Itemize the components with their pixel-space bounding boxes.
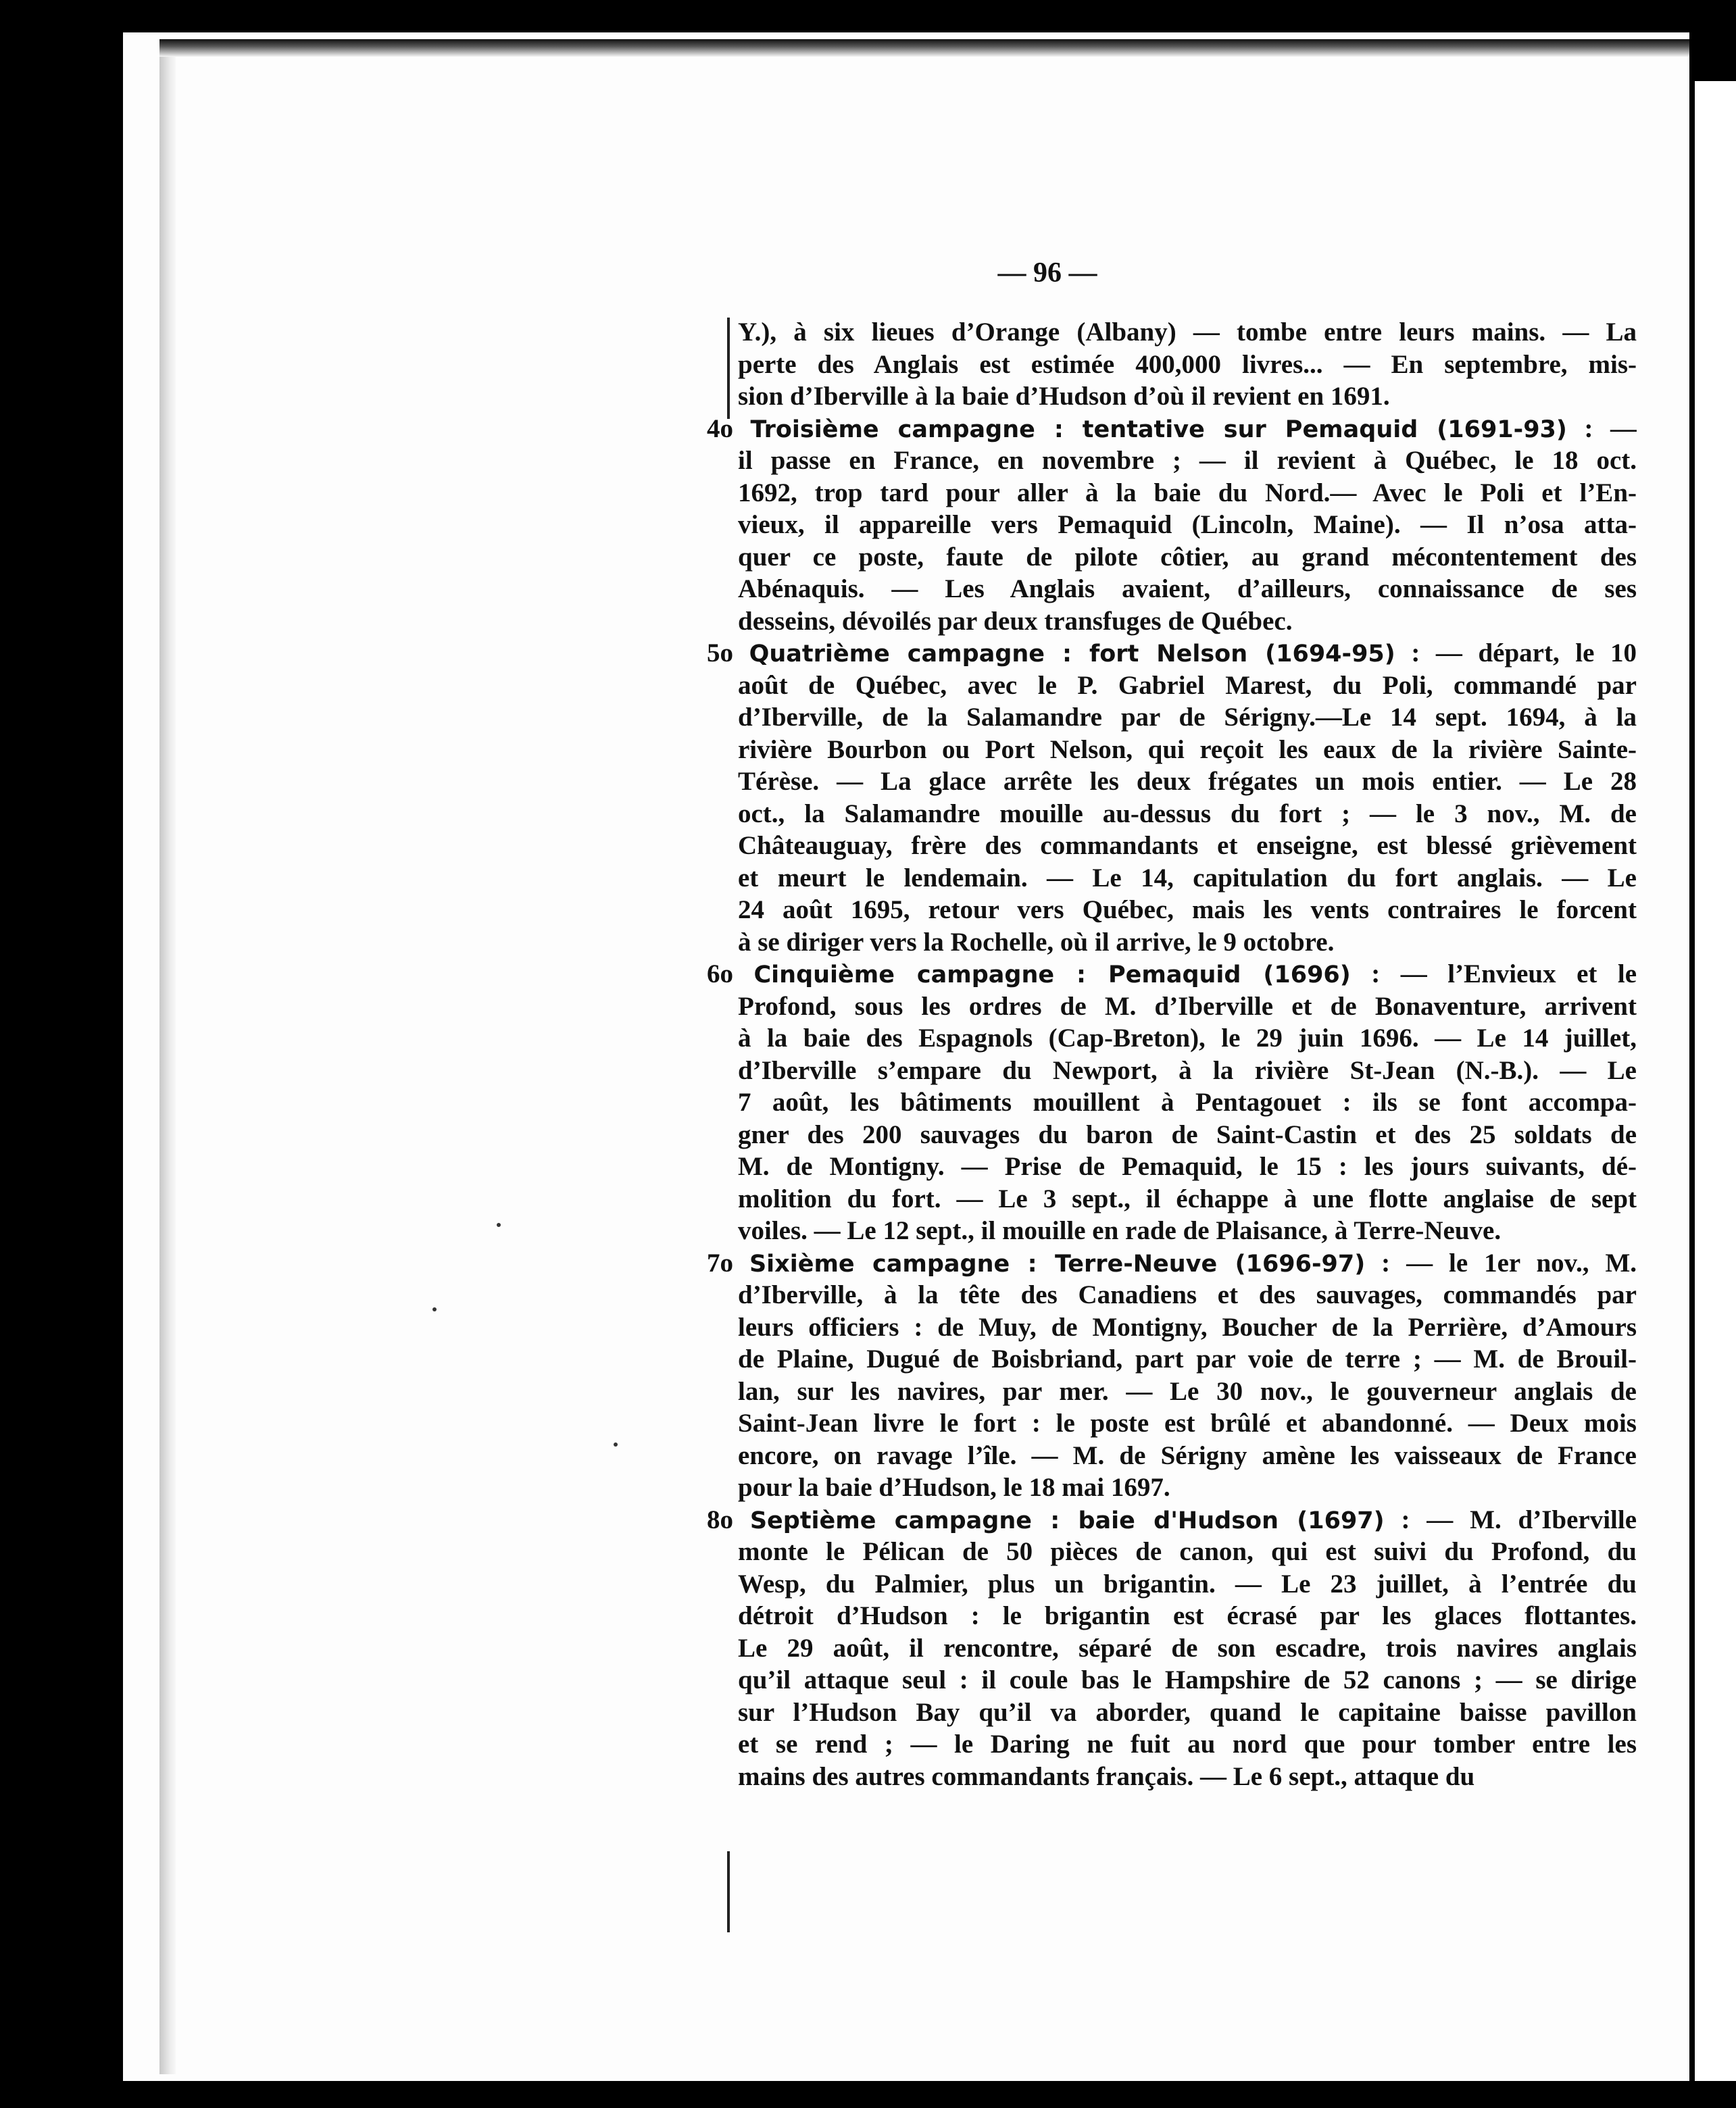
text-line — [707, 1247, 1637, 1280]
line-text: : — M. d’Iberville — [1384, 1505, 1637, 1534]
text-line: Térèse. — La glace arrête les deux frégates un mois entier. — Le 28 — [738, 767, 1637, 796]
text-line: Châteauguay, frère des commandants et enseigne, est blessé grièvement — [738, 831, 1637, 860]
text-line: août de Québec, avec le P. Gabriel Marest, du Poli, commandé par — [738, 670, 1637, 700]
text-line: et se rend ; — le Daring ne fuit au nord que pour tomber entre les — [738, 1730, 1637, 1759]
text-line: 24 août 1695, retour vers Québec, mais les vents contraires le forcent — [738, 895, 1637, 924]
text-line: oct., la Salamandre mouille au-dessus du fort ; — le 3 nov., M. de — [738, 799, 1637, 828]
margin-rule-bottom — [727, 1851, 730, 1932]
text-line: molition du fort. — Le 3 sept., il échappe à une flotte anglaise de sept — [738, 1184, 1637, 1213]
text-line: Le 29 août, il rencontre, séparé de son escadre, trois navires anglais — [738, 1633, 1637, 1663]
text-line: 7 août, les bâtiments mouillent à Pentagouet : ils se font accompa- — [738, 1088, 1637, 1117]
text-line: perte des Anglais est estimée 400,000 livres... — En septembre, mis- — [738, 349, 1637, 379]
speck — [614, 1442, 618, 1447]
text-line: d’Iberville, de la Salamandre par de Sérigny.—Le 14 sept. 1694, à la — [738, 703, 1637, 732]
text-line: desseins, dévoilés par deux transfuges de Québec. — [738, 606, 1293, 636]
text-line: à se diriger vers la Rochelle, où il arrive, le 9 octobre. — [738, 927, 1335, 957]
list-number: 4o — [707, 413, 751, 443]
text-line: lan, sur les navires, par mer. — Le 30 nov., le gouverneur anglais de — [738, 1376, 1637, 1406]
text-line: quer ce poste, faute de pilote côtier, au grand mécontentement des — [738, 542, 1637, 572]
text-line: vieux, il appareille vers Pemaquid (Lincoln, Maine). — Il n’osa atta- — [738, 510, 1637, 539]
text-line: d’Iberville, à la tête des Canadiens et des sauvages, commandés par — [738, 1280, 1637, 1309]
text-line: détroit d’Hudson : le brigantin est écrasé par les glaces flottantes. — [738, 1601, 1637, 1630]
page-number: — 96 — — [997, 257, 1097, 288]
text-line: Saint-Jean livre le fort : le poste est brûlé et abandonné. — Deux mois — [738, 1409, 1637, 1438]
speck — [497, 1223, 501, 1227]
text-line: Profond, sous les ordres de M. d’Iberville et de Bonaventure, arrivent — [738, 991, 1637, 1021]
line-text: : — l’Envieux et le — [1350, 959, 1637, 988]
text-line: rivière Bourbon ou Port Nelson, qui reçoit les eaux de la rivière Sainte- — [738, 734, 1637, 764]
binding-gutter — [159, 39, 176, 2074]
list-number: 6o — [707, 959, 754, 988]
speck — [432, 1307, 437, 1311]
text-line: encore, on ravage l’île. — M. de Sérigny amène les vaisseaux de France — [738, 1440, 1637, 1470]
text-line: voiles. — Le 12 sept., il mouille en rade de Plaisance, à Terre-Neuve. — [738, 1216, 1502, 1245]
line-text: : — — [1566, 413, 1637, 443]
text-line: et meurt le lendemain. — Le 14, capitulation du fort anglais. — Le — [738, 863, 1637, 893]
text-line: gner des 200 sauvages du baron de Saint-Castin et des 25 soldats de — [738, 1120, 1637, 1149]
text-line: il passe en France, en novembre ; — il revient à Québec, le 18 oct. — [738, 446, 1637, 475]
top-edge-shadow — [159, 39, 1689, 57]
campaign-heading: Troisième campagne : tentative sur Pemaquid (1691-93) — [750, 416, 1567, 443]
list-number: 5o — [707, 638, 749, 668]
campaign-heading: Cinquième campagne : Pemaquid (1696) — [753, 961, 1351, 988]
text-line — [707, 1504, 1637, 1536]
text-line — [707, 413, 1637, 445]
text-line: M. de Montigny. — Prise de Pemaquid, le 15 : les jours suivants, dé- — [738, 1152, 1637, 1181]
campaign-heading: Quatrième campagne : fort Nelson (1694-95) — [749, 641, 1395, 668]
text-line: leurs officiers : de Muy, de Montigny, Boucher de la Perrière, d’Amours — [738, 1312, 1637, 1342]
list-number: 7o — [707, 1248, 749, 1278]
next-page-edge — [1689, 81, 1736, 2081]
line-text: : — le 1er nov., M. — [1365, 1248, 1637, 1278]
text-line: Wesp, du Palmier, plus un brigantin. — Le 23 juillet, à l’entrée du — [738, 1569, 1637, 1599]
line-text: : — départ, le 10 — [1395, 638, 1637, 668]
text-line: mains des autres commandants français. — Le 6 sept., attaque du — [738, 1761, 1475, 1791]
text-line: monte le Pélican de 50 pièces de canon, qui est suivi du Profond, du — [738, 1537, 1637, 1566]
text-line: qu’il attaque seul : il coule bas le Hampshire de 52 canons ; — se dirige — [738, 1665, 1637, 1695]
text-line: pour la baie d’Hudson, le 18 mai 1697. — [738, 1473, 1170, 1502]
text-line — [707, 637, 1637, 670]
list-number: 8o — [707, 1505, 750, 1534]
margin-rule-top — [727, 318, 730, 419]
text-line — [707, 958, 1637, 990]
text-line: 1692, trop tard pour aller à la baie du Nord.— Avec le Poli et l’En- — [738, 478, 1637, 507]
text-line: d’Iberville s’empare du Newport, à la rivière St-Jean (N.-B.). — Le — [738, 1055, 1637, 1085]
campaign-heading: Sixième campagne : Terre-Neuve (1696-97) — [749, 1250, 1366, 1278]
text-line: de Plaine, Dugué de Boisbriand, part par voie de terre ; — M. de Brouil- — [738, 1345, 1637, 1374]
text-line: Y.), à six lieues d’Orange (Albany) — tombe entre leurs mains. — La — [738, 318, 1637, 347]
campaign-heading: Septième campagne : baie d'Hudson (1697) — [749, 1507, 1385, 1534]
text-line: Abénaquis. — Les Anglais avaient, d’ailleurs, connaissance de ses — [738, 574, 1637, 603]
text-line: sion d’Iberville à la baie d’Hudson d’où il revient en 1691. — [738, 382, 1390, 411]
text-line: sur l’Hudson Bay qu’il va aborder, quand le capitaine baisse pavillon — [738, 1697, 1637, 1727]
body-text — [707, 316, 1637, 1792]
text-line: à la baie des Espagnols (Cap-Breton), le 29 juin 1696. — Le 14 juillet, — [738, 1024, 1637, 1053]
